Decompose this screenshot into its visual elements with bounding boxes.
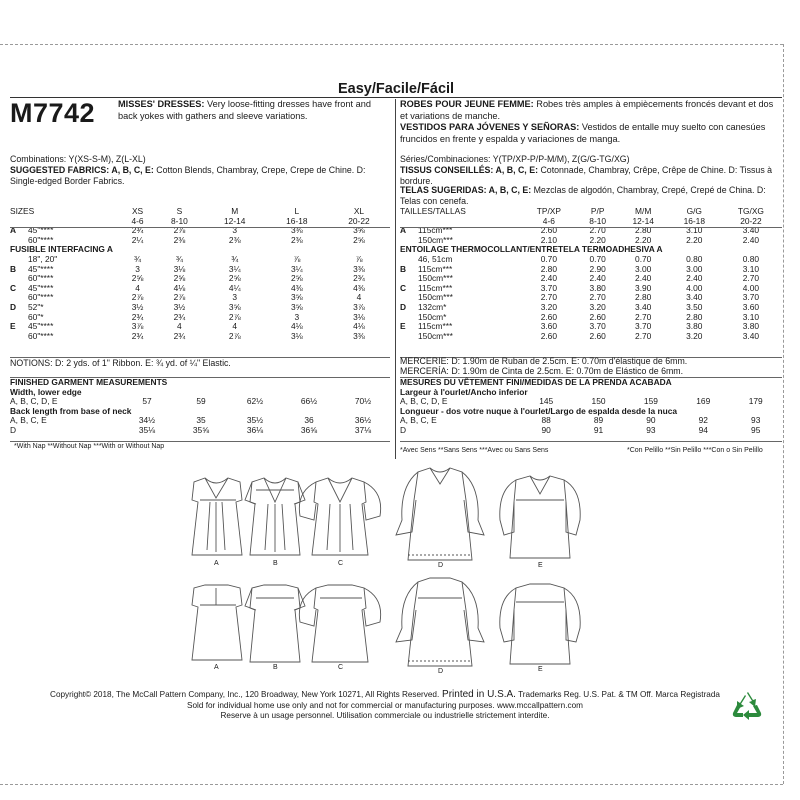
garment-sketches — [0, 460, 800, 690]
table-row — [400, 332, 782, 342]
yardage-cell: 3½ — [173, 301, 186, 312]
measurement-cell: 159 — [643, 396, 658, 407]
fabric-width: 52"* — [28, 301, 44, 312]
fabric-width: 60"**** — [28, 330, 54, 341]
measurement-cell: 145 — [539, 396, 554, 407]
copyright-line — [40, 690, 730, 701]
view-letter: C — [400, 282, 407, 293]
english-size-header: S — [176, 206, 183, 216]
yardage-cell: 2.80 — [686, 311, 703, 322]
yardage-cell: 2.20 — [686, 234, 703, 245]
yardage-cell: 3.10 — [686, 225, 703, 236]
french-table-rule — [400, 227, 782, 228]
yardage-cell: 3.20 — [589, 301, 606, 312]
yardage-cell: 2.70 — [635, 330, 652, 341]
view-letter: E — [10, 321, 16, 332]
sketch-back-d — [396, 578, 484, 666]
section-heading: ENTOILAGE THERMOCOLLANT/ENTRETELA TERMOADHESIVA A — [400, 244, 663, 255]
table-row — [10, 255, 390, 265]
view-letter — [10, 332, 24, 342]
english-measurements-table — [10, 378, 390, 436]
view-letter: D — [400, 301, 407, 312]
yardage-cell: 3⅞ — [353, 301, 365, 312]
yardage-cell: 3⅜ — [353, 263, 365, 274]
sketch-front-b — [245, 478, 305, 555]
yardage-cell: 2¾ — [173, 330, 186, 341]
yardage-cell: 2⅝ — [131, 273, 144, 284]
english-size-header: L — [294, 206, 300, 216]
sketch-label-back-b: B — [273, 664, 278, 671]
fabric-width: 45"**** — [28, 321, 54, 332]
fabric-width: 115cm*** — [418, 225, 453, 236]
english-size-header: M — [231, 206, 239, 216]
measurement-cell: 90 — [646, 415, 656, 426]
series — [400, 154, 630, 165]
sketch-label-front-b: B — [273, 560, 278, 567]
yardage-cell: 3.70 — [742, 292, 760, 303]
row-label: A, B, C, E — [10, 415, 47, 426]
desc-fr-title: ROBES POUR JEUNE FEMME: — [400, 99, 534, 109]
measurement-cell: 88 — [541, 415, 551, 426]
row-label: A, B, C, E — [400, 415, 437, 426]
yardage-cell: 2.60 — [589, 330, 606, 341]
sketch-label-front-a: A — [214, 560, 219, 567]
view-letter: B — [10, 263, 17, 274]
yardage-cell: 2.80 — [540, 263, 557, 274]
yardage-cell: 2.40 — [635, 273, 652, 284]
desc-title: MISSES' DRESSES: — [118, 99, 205, 109]
table-row — [10, 274, 390, 284]
tissus-title: TISSUS CONSEILLÉS: A, B, C, E: — [400, 165, 538, 175]
yardage-cell: 3.70 — [540, 282, 557, 293]
measurements-title: FINISHED GARMENT MEASUREMENTS — [10, 377, 168, 387]
sketch-front-c — [299, 478, 380, 555]
fabric-width: 60"**** — [28, 234, 54, 245]
yardage-cell: 3.60 — [540, 321, 557, 332]
fabrics-text: Cotton Blends, Chambray, Crepe, Crepe de Chine. D: Single-edged Border Fabrics. — [10, 165, 366, 186]
yardage-cell: 3.20 — [686, 330, 703, 341]
tissus-text: Cotonnade, Chambray, Crêpe, Crêpe de Chine. D: Tissus à bordure. — [400, 165, 773, 186]
french_spanish-size-header: G/G — [686, 206, 702, 216]
fabric-width: 45"**** — [28, 263, 54, 274]
measurement-cell: 35⅝ — [192, 424, 210, 435]
mercerie: MERCERIE: D: 1.90m de Ruban de 2.5cm. E: 0.70m d'élastique de 6mm. — [400, 356, 688, 366]
measurement-cell: 62½ — [246, 396, 264, 407]
desc-es-text: Vestidos de entalle muy suelto con canesúes fruncidos en frente y espalda y variaciones de manga. — [400, 122, 766, 144]
french_spanish-size-range: 20-22 — [740, 215, 762, 226]
yardage-cell: 3 — [294, 311, 300, 322]
yardage-cell: 3⅛ — [353, 311, 365, 322]
measurement-cell: 95 — [751, 424, 761, 435]
yardage-cell: ¾ — [134, 253, 142, 264]
yardage-cell: 2¾ — [131, 311, 144, 322]
fabric-width: 150cm*** — [418, 234, 453, 245]
yardage-cell: ¾ — [175, 253, 183, 264]
measurement-cell: 35⅛ — [138, 424, 156, 435]
measurement-cell: 59 — [196, 396, 206, 407]
yardage-cell: 3⅝ — [353, 225, 365, 236]
combinations-value: Y(XS-S-M), Z(L-XL) — [68, 154, 146, 164]
fabric-width: 150cm*** — [418, 273, 453, 284]
yardage-cell: 3.70 — [635, 321, 652, 332]
view-letter: B — [400, 263, 407, 274]
french_spanish-size-header: M/M — [635, 206, 652, 216]
sketch-label-front-c: C — [338, 560, 344, 567]
french-description — [400, 99, 782, 145]
view-letter: A — [400, 225, 407, 236]
width-label: Largeur à l'ourlet/Ancho inferior — [400, 386, 528, 397]
yardage-cell: 3⅜ — [291, 225, 303, 236]
yardage-cell: 2⅜ — [228, 234, 241, 245]
section-heading: FUSIBLE INTERFACING A — [10, 244, 113, 255]
yardage-cell: 0.70 — [540, 253, 557, 264]
measurements-title: MESURES DU VÊTEMENT FINI/MEDIDAS DE LA PRENDA ACABADA — [400, 377, 672, 387]
table-row — [10, 313, 390, 323]
french_spanish-size-header: P/P — [590, 206, 605, 216]
desc-text: Very loose-fitting dresses have front and back yokes with gathers and sleeve variations. — [118, 99, 371, 121]
sketch-label-back-e: E — [538, 666, 543, 673]
yardage-cell: 3.80 — [686, 321, 703, 332]
yardage-cell: 4⅜ — [353, 282, 365, 293]
fabric-width: 46, 51cm — [418, 253, 453, 264]
yardage-cell: 2.70 — [589, 225, 606, 236]
merceria: MERCERÍA: D: 1.90m de Cinta de 2.5cm. E: 0.70m de Elástico de 6mm. — [400, 366, 684, 376]
view-letter: E — [400, 321, 406, 332]
yardage-cell: 3.10 — [742, 263, 760, 274]
yardage-cell: 3.40 — [742, 330, 760, 341]
row-label: D — [400, 424, 407, 435]
table-row — [10, 303, 390, 313]
table-row — [400, 426, 782, 436]
series-value: Y(TP/XP-P/P-M/M), Z(G/G-TG/XG) — [492, 154, 630, 164]
yardage-cell: 0.70 — [589, 253, 606, 264]
sketch-front-d — [396, 468, 484, 560]
english-size-range: 20-22 — [348, 215, 370, 226]
sketch-back-c — [299, 585, 380, 662]
fabric-width: 150cm*** — [418, 292, 453, 303]
usage-line-fr: Reserve à un usage personnel. Utilisation commerciale ou industrielle strictement interdite. — [220, 711, 550, 720]
french_spanish-size-range: 4-6 — [542, 215, 555, 226]
cut-border-bottom — [0, 784, 783, 785]
yardage-cell: 4 — [356, 292, 362, 303]
measurement-cell: 179 — [748, 396, 763, 407]
yardage-cell: 2.40 — [589, 273, 606, 284]
yardage-cell: 0.70 — [635, 253, 652, 264]
recycle-icon — [731, 691, 763, 721]
table-row — [10, 426, 390, 436]
table-row — [10, 284, 390, 294]
yardage-cell: 3.50 — [686, 301, 703, 312]
yardage-cell: 3¼ — [228, 263, 241, 274]
french_spanish-size-header: TAILLES/TALLAS — [400, 206, 466, 216]
table-row — [10, 332, 390, 342]
french_spanish-size-range: 12-14 — [632, 215, 654, 226]
english-size-range — [10, 217, 120, 227]
yardage-cell: 3 — [232, 292, 238, 303]
fabric-width: 60"* — [28, 311, 44, 322]
yardage-cell: 2.60 — [540, 311, 557, 322]
view-letter: C — [10, 282, 17, 293]
yardage-cell: 2⅞ — [228, 311, 241, 322]
measurement-cell: 34½ — [138, 415, 156, 426]
fabric-width: 115cm*** — [418, 282, 453, 293]
yardage-cell: 4⅜ — [291, 282, 303, 293]
yardage-cell: 3⅝ — [291, 301, 303, 312]
yardage-cell: ⅞ — [355, 253, 363, 264]
nap-note: *With Nap **Without Nap ***With or Without Nap — [14, 443, 165, 450]
column-divider — [395, 99, 396, 459]
measurement-cell: 150 — [591, 396, 606, 407]
cut-border-top — [0, 44, 783, 45]
english-size-header: SIZES — [10, 206, 35, 216]
measurement-cell: 94 — [698, 424, 708, 435]
yardage-cell: 4.00 — [742, 282, 760, 293]
yardage-cell: 4 — [232, 321, 238, 332]
yardage-cell: 2.10 — [540, 234, 557, 245]
sketch-front-a — [192, 478, 242, 555]
yardage-cell: 2.80 — [635, 225, 652, 236]
yardage-cell: 2.70 — [635, 311, 652, 322]
yardage-cell: 0.80 — [742, 253, 760, 264]
desc-es-title: VESTIDOS PARA JÓVENES Y SEÑORAS: — [400, 122, 580, 132]
view-letter: A — [10, 225, 17, 236]
header-rule — [10, 97, 782, 98]
yardage-cell: 2⅞ — [173, 225, 186, 236]
measurement-cell: 90 — [541, 424, 551, 435]
fabric-width: 60"**** — [28, 273, 54, 284]
printed-in: Printed in U.S.A. — [439, 689, 516, 700]
yardage-cell: 4 — [135, 282, 140, 293]
combinations-label: Combinations: — [10, 154, 69, 164]
yardage-cell: 3.40 — [635, 301, 652, 312]
pattern-number: M7742 — [10, 98, 96, 128]
yardage-cell: 2.40 — [742, 234, 760, 245]
tissus — [400, 165, 782, 186]
measurement-cell: 66½ — [300, 396, 318, 407]
yardage-cell: 4 — [177, 321, 182, 332]
yardage-cell: 3.40 — [742, 225, 760, 236]
desc-fr-text: Robes très amples à empiècements froncés devant et dos et variations de manche. — [400, 99, 774, 121]
fabric-width: 115cm*** — [418, 321, 453, 332]
yardage-cell: 3⅝ — [228, 301, 241, 312]
yardage-cell: 2⅝ — [228, 273, 241, 284]
yardage-cell: 2⅝ — [353, 234, 365, 245]
sketch-label-front-e: E — [538, 562, 543, 569]
measurement-cell: 92 — [698, 415, 708, 426]
fabric-width: 45"**** — [28, 225, 54, 236]
yardage-cell: 2.90 — [589, 263, 606, 274]
width-label: Width, lower edge — [10, 386, 82, 397]
yardage-cell: 3⅜ — [353, 330, 365, 341]
view-letter — [400, 332, 414, 342]
measurement-cell: 169 — [696, 396, 711, 407]
view-letter: D — [10, 301, 17, 312]
yardage-cell: ⅞ — [293, 253, 301, 264]
measurement-cell: 89 — [593, 415, 604, 426]
fabric-width: 132cm* — [418, 301, 447, 312]
back-length-label: Back length from base of neck — [10, 405, 132, 416]
fabric-width: 150cm* — [418, 311, 447, 322]
yardage-cell: 2.60 — [540, 330, 557, 341]
french_spanish-size-header: TP/XP — [536, 206, 561, 216]
sketch-label-back-c: C — [338, 664, 344, 671]
measurement-cell: 70½ — [354, 396, 372, 407]
english-size-range: 16-18 — [286, 215, 308, 226]
yardage-cell: 3½ — [131, 301, 144, 312]
yardage-cell: 3 — [135, 263, 140, 274]
yardage-cell: 2.40 — [540, 273, 557, 284]
yardage-cell: 2⅞ — [173, 292, 186, 303]
yardage-cell: 3⅛ — [291, 330, 303, 341]
measurement-cell: 36⅛ — [246, 424, 264, 435]
english-size-header: XS — [131, 206, 144, 216]
french_spanish-size-header: TG/XG — [737, 206, 764, 216]
table-row — [10, 245, 390, 255]
fabrics-title: SUGGESTED FABRICS: A, B, C, E: — [10, 165, 154, 175]
sketch-back-e — [500, 584, 580, 664]
yardage-cell: 2.70 — [589, 292, 606, 303]
measurement-cell: 36 — [304, 415, 314, 426]
yardage-cell: 4⅛ — [291, 321, 303, 332]
yardage-cell: 3.10 — [742, 311, 760, 322]
yardage-cell: 2.60 — [540, 225, 557, 236]
yardage-cell: 3.00 — [686, 263, 703, 274]
yardage-cell: 2¾ — [353, 273, 365, 284]
measurement-cell: 36½ — [354, 415, 372, 426]
yardage-cell: 2.70 — [742, 273, 760, 284]
trademark-text: Trademarks Reg. U.S. Pat. & TM Off. Marca Registrada — [515, 690, 720, 699]
yardage-cell: 2¼ — [131, 234, 144, 245]
yardage-cell: 3⅛ — [173, 263, 186, 274]
yardage-cell: 2¾ — [131, 225, 144, 236]
measurement-cell: 35 — [196, 415, 206, 426]
french_spanish-size-range: 16-18 — [683, 215, 705, 226]
yardage-cell: 2⅜ — [291, 234, 303, 245]
yardage-cell: 3⅞ — [131, 321, 144, 332]
yardage-cell: 3.70 — [589, 321, 606, 332]
copyright-text: Copyright© 2018, The McCall Pattern Company, Inc., 120 Broadway, New York 10271, All Rights Reserved. — [50, 690, 440, 699]
telas-title: TELAS SUGERIDAS: A, B, C, E: — [400, 185, 532, 195]
row-label: A, B, C, D, E — [10, 396, 58, 407]
yardage-cell: 3.40 — [686, 292, 703, 303]
notions: NOTIONS: D: 2 yds. of 1" Ribbon. E: ¾ yd. of ¼" Elastic. — [10, 358, 231, 368]
yardage-cell: 2.20 — [589, 234, 606, 245]
table-row — [400, 416, 782, 426]
measurement-cell: 37⅛ — [354, 424, 372, 435]
yardage-cell: 2⅞ — [131, 292, 144, 303]
yardage-cell: 4⅛ — [173, 282, 186, 293]
measurement-cell: 93 — [751, 415, 761, 426]
back-length-label: Longueur - dos votre nuque à l'ourlet/Largo de espalda desde la nuca — [400, 405, 678, 416]
yardage-cell: 3.20 — [540, 301, 557, 312]
sketch-back-b — [245, 585, 305, 662]
yardage-cell: 3.80 — [589, 282, 606, 293]
yardage-cell: 3.00 — [635, 263, 652, 274]
telas — [400, 185, 782, 206]
measurement-cell: 91 — [593, 424, 604, 435]
yardage-cell: 3¼ — [291, 263, 303, 274]
fabric-width: 115cm*** — [418, 263, 453, 274]
yardage-cell: 2⅝ — [173, 273, 186, 284]
fabric-width: 60"**** — [28, 292, 54, 303]
suggested-fabrics — [10, 165, 390, 186]
table-row — [10, 293, 390, 303]
sketch-front-e — [500, 476, 580, 558]
measurement-cell: 35½ — [246, 415, 264, 426]
english-description — [118, 99, 390, 122]
yardage-cell: 2⅞ — [228, 330, 241, 341]
row-label: D — [10, 424, 17, 435]
sketch-label-back-d: D — [438, 668, 444, 675]
yardage-cell: ¾ — [231, 253, 239, 264]
english-size-range: 8-10 — [171, 215, 188, 226]
yardage-cell: 4¼ — [228, 282, 241, 293]
yardage-cell: 2¾ — [173, 311, 186, 322]
french-measurements-table — [400, 378, 782, 436]
table-row — [10, 322, 390, 332]
series-label: Séries/Combinaciones: — [400, 154, 493, 164]
footer — [40, 690, 730, 722]
sketch-label-back-a: A — [214, 664, 219, 671]
fgm-bottom-rule-fr — [400, 441, 782, 442]
yardage-cell: 2.60 — [589, 311, 606, 322]
english-size-range: 12-14 — [224, 215, 246, 226]
table-row — [10, 265, 390, 275]
yardage-cell: 0.80 — [686, 253, 703, 264]
yardage-cell: 2.80 — [635, 292, 652, 303]
yardage-cell: 3.90 — [635, 282, 652, 293]
yardage-cell: 2.40 — [686, 273, 703, 284]
header-title: Easy/Facile/Fácil — [338, 81, 455, 97]
yardage-cell: 3.60 — [742, 301, 760, 312]
nap-note-es: *Con Pelillo **Sin Pelillo ***Con o Sin Pelillo — [627, 447, 763, 454]
fabric-width: 45"**** — [28, 282, 54, 293]
fabric-width: 18", 20" — [28, 253, 58, 264]
combinations — [10, 154, 146, 165]
yardage-cell: 2⅜ — [173, 234, 186, 245]
telas-text: Mezclas de algodón, Chambray, Crepé, Crepé de China. D: Telas con cenefa. — [400, 185, 766, 206]
usage-line-en: Sold for individual home use only and not for commercial or manufacturing purposes. www.mccallpattern.com — [187, 700, 583, 710]
sketch-back-a — [192, 585, 242, 660]
yardage-cell: 2¾ — [131, 330, 144, 341]
measurement-cell: 93 — [646, 424, 656, 435]
measurement-cell: 36⅝ — [300, 424, 318, 435]
yardage-cell: 3 — [232, 225, 238, 236]
yardage-cell: 4⅛ — [353, 321, 365, 332]
sketch-label-front-d: D — [438, 562, 444, 569]
fgm-bottom-rule-en — [10, 441, 390, 442]
yardage-cell: 3.80 — [742, 321, 760, 332]
yardage-cell: 4.00 — [686, 282, 703, 293]
french_spanish-size-range: 8-10 — [589, 215, 607, 226]
english-size-header: XL — [353, 206, 365, 216]
fabric-width: 150cm*** — [418, 330, 453, 341]
yardage-cell: 2.70 — [540, 292, 557, 303]
measurement-cell: 57 — [142, 396, 152, 407]
yardage-cell: 2.20 — [635, 234, 652, 245]
yardage-cell: 2⅝ — [291, 273, 303, 284]
nap-note-fr: *Avec Sens **Sans Sens ***Avec ou Sans Sens — [400, 447, 549, 454]
english-table-rule — [10, 227, 390, 228]
english-size-range: 4-6 — [131, 215, 144, 226]
row-label: A, B, C, D, E — [400, 396, 448, 407]
yardage-cell: 3⅝ — [291, 292, 303, 303]
